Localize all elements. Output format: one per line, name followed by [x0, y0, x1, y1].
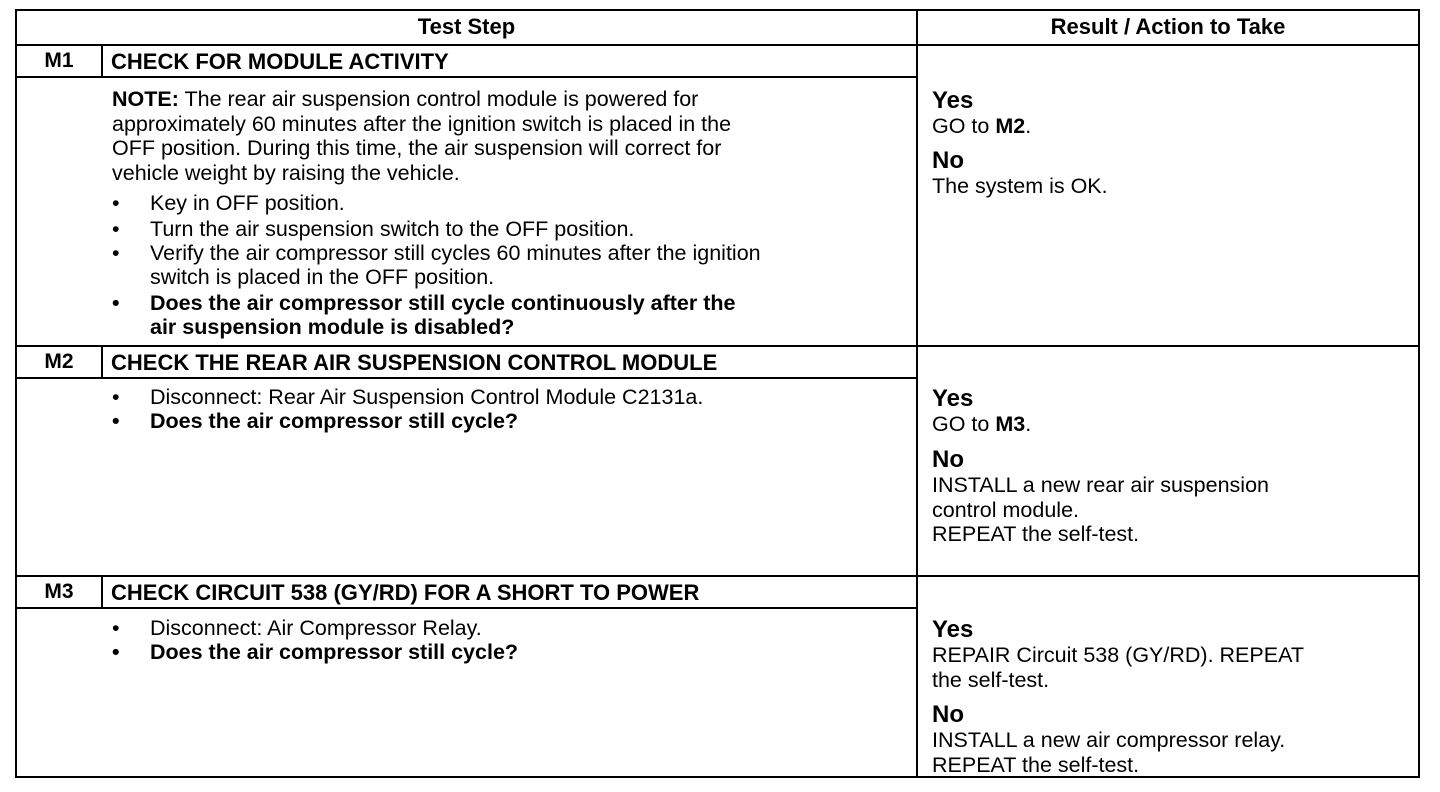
- bullet-glyph: •: [112, 191, 120, 215]
- action-text: GO to: [932, 412, 996, 436]
- m3-yes-label: Yes: [932, 616, 974, 643]
- step-title-m3: CHECK CIRCUIT 538 (GY/RD) FOR A SHORT TO POWER: [111, 580, 700, 605]
- step-title-m1: CHECK FOR MODULE ACTIVITY: [111, 49, 449, 74]
- m3-yes-action: [932, 643, 1304, 692]
- action-line: control module.: [932, 497, 1079, 522]
- m2-bullet-list: [112, 385, 912, 445]
- bullet-text: Does the air compressor still cycle?: [150, 640, 519, 664]
- m3-top-rule: [17, 575, 1418, 577]
- m2-yes-action: [932, 412, 1031, 437]
- m2-top-rule: [17, 345, 1418, 347]
- step-code-m1: M1: [44, 49, 74, 72]
- bullet-text: Disconnect: Air Compressor Relay.: [150, 616, 482, 640]
- bullet-text: air suspension module is disabled?: [150, 315, 515, 339]
- m2-code-divider: [101, 345, 103, 378]
- m2-no-label: No: [932, 446, 964, 473]
- note-line: vehicle weight by raising the vehicle.: [112, 160, 460, 185]
- bullet-text: Does the air compressor still cycle?: [150, 409, 519, 433]
- bullet-text: switch is placed in the OFF position.: [150, 265, 495, 289]
- m3-title-rule: [17, 607, 917, 609]
- m3-no-action: [932, 728, 1285, 777]
- action-line: REPAIR Circuit 538 (GY/RD). REPEAT: [932, 643, 1304, 667]
- m1-bullet-list: [112, 191, 912, 341]
- goto-target: M3: [995, 412, 1026, 436]
- m1-title-rule: [17, 76, 917, 78]
- column-divider: [916, 11, 918, 776]
- action-line: INSTALL a new rear air suspension: [932, 473, 1269, 497]
- action-text: .: [1025, 114, 1032, 138]
- m1-yes-label: Yes: [932, 87, 974, 114]
- m3-no-label: No: [932, 701, 964, 728]
- note-label: NOTE:: [112, 87, 179, 111]
- action-line: REPEAT the self-test.: [932, 522, 1140, 546]
- step-code-m2: M2: [44, 350, 74, 373]
- note-line: approximately 60 minutes after the ignition switch is placed in the: [112, 111, 732, 136]
- note-line: OFF position. During this time, the air suspension will correct for: [112, 136, 722, 160]
- action-line: the self-test.: [932, 667, 1050, 692]
- m1-code-divider: [101, 44, 103, 77]
- diagnostic-table: [15, 9, 1420, 778]
- bullet-glyph: •: [112, 241, 120, 265]
- m1-no-label: No: [932, 147, 964, 174]
- m1-note: [112, 87, 731, 185]
- bullet-glyph: •: [112, 217, 120, 241]
- step-title-m2: CHECK THE REAR AIR SUSPENSION CONTROL MODULE: [111, 350, 718, 375]
- bullet-text: Disconnect: Rear Air Suspension Control Module C2131a.: [150, 385, 704, 409]
- bullet-text: Key in OFF position.: [150, 191, 345, 215]
- m1-no-action: The system is OK.: [932, 174, 1108, 198]
- action-text: GO to: [932, 114, 996, 138]
- m2-yes-label: Yes: [932, 385, 974, 412]
- action-text: .: [1025, 412, 1032, 436]
- goto-target: M2: [995, 114, 1026, 138]
- bullet-text: Turn the air suspension switch to the OFF position.: [150, 217, 635, 241]
- bullet-glyph: •: [112, 640, 120, 664]
- m3-bullet-list: [112, 616, 912, 676]
- bullet-glyph: •: [112, 385, 120, 409]
- header-rule: [17, 44, 1418, 46]
- m1-yes-action: [932, 114, 1031, 139]
- bullet-text: Does the air compressor still cycle continuously after the: [150, 291, 736, 315]
- action-line: REPEAT the self-test.: [932, 752, 1140, 777]
- step-code-m3: M3: [44, 580, 74, 603]
- m2-title-rule: [17, 377, 917, 379]
- note-line: The rear air suspension control module is powered for: [178, 87, 699, 111]
- action-line: INSTALL a new air compressor relay.: [932, 728, 1286, 752]
- bullet-glyph: •: [112, 616, 120, 640]
- m2-no-action: [932, 473, 1269, 547]
- m3-code-divider: [101, 575, 103, 608]
- bullet-text: Verify the air compressor still cycles 60 minutes after the ignition: [150, 241, 761, 265]
- header-test-step: Test Step: [417, 14, 516, 39]
- bullet-glyph: •: [112, 291, 120, 315]
- header-result-action: Result / Action to Take: [1050, 14, 1286, 39]
- bullet-glyph: •: [112, 409, 120, 433]
